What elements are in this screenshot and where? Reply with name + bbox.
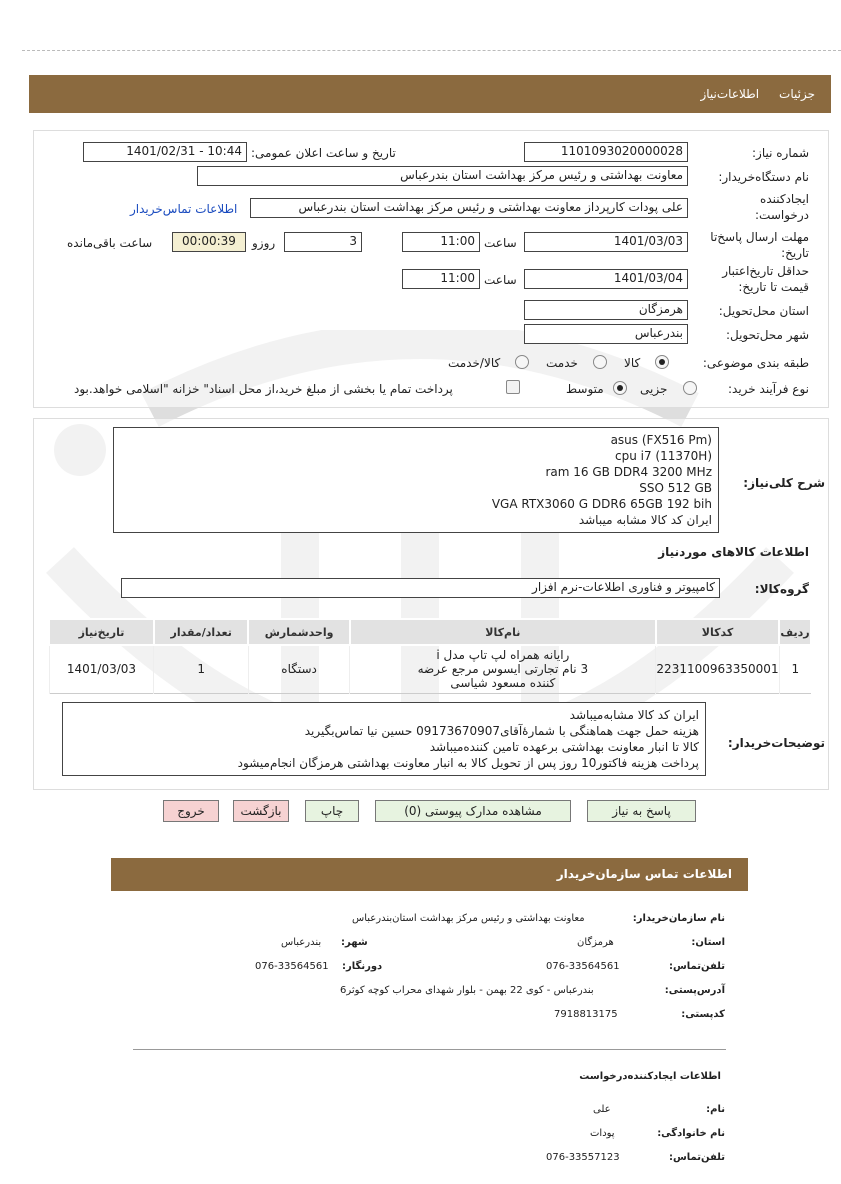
fax-label: دورنگار: [342,961,383,972]
contact-section-header: اطلاعات تماس سازمان‌خریدار [111,858,748,891]
treasury-payment-note: پرداخت تمام یا بخشی از مبلغ خرید،از محل اسناد" خزانه "اسلامی خواهد.بود [74,382,453,396]
cell-name-line: رایانه همراه لپ تاپ مدل i [436,648,570,663]
cell-name-line: کننده مسعود شیاسی [450,676,556,691]
view-attachments-button[interactable]: مشاهده مدارک پیوستی (0) [375,800,571,822]
notes-line: کالا تا انبار معاونت بهداشتی برعهده تامین کننده‌میباشد [429,740,699,754]
creator-label-1: ایجادکننده [760,192,809,206]
deadline-label-2: تاریخ: [781,246,809,260]
creator-phone-value: 076-33557123 [546,1152,620,1163]
deadline-label-1: مهلت ارسال پاسخ‌تا [710,230,809,244]
postal-code-label: کدپستی: [681,1009,725,1020]
phone-label: تلفن‌تماس: [668,961,725,972]
validity-date-field: 1401/03/04 [524,269,688,289]
buyer-field: معاونت بهداشتی و رئیس مرکز بهداشت استان بندرعباس [197,166,688,186]
phone-value: 076-33564561 [546,961,620,972]
page-header-bar [29,75,831,113]
province-field: هرمزگان [524,300,688,320]
notes-line: پرداخت هزینه فاکتور10 روز پس از تحویل کالا به انبار معاونت بهداشتی هرمزگان انجام‌میشود [237,756,699,770]
province-contact-value: هرمزگان [577,937,614,948]
address-value: بندرعباس - کوی 22 بهمن - بلوار شهدای محراب کوچه کوثر6 [340,985,594,996]
notes-line: ایران کد کالا مشابه‌میباشد [569,708,699,722]
col-date-header: تاریخ‌نیاز [49,619,154,645]
category-service-label: خدمت [546,356,578,370]
goods-table [48,618,812,694]
process-medium-label: متوسط [566,382,604,396]
deadline-date-field: 1401/03/03 [524,232,688,252]
process-partial-label: جزیی [640,382,668,396]
validity-label-1: حداقل تاریخ‌اعتبار [722,264,809,278]
need-number-label: شماره نیاز: [752,146,809,160]
notes-line: هزینه حمل جهت هماهنگی با شمارۀآقای09173670907 حسین نیا تماس‌بگیرید [304,724,699,738]
top-divider [22,50,841,51]
tab-details[interactable]: جزئیات [779,87,815,101]
announce-field: 1401/02/31 - 10:44 [83,142,247,162]
category-goods-radio[interactable] [655,355,669,369]
summary-line: asus (FX516 Pm) [610,433,712,447]
days-label: روزو [252,236,276,250]
announce-label: تاریخ و ساعت اعلان عمومی: [251,146,396,160]
deadline-time-field: 11:00 [402,232,480,252]
category-goods-service-label: کالا/خدمت [448,356,501,370]
creator-label-2: درخواست: [755,208,809,222]
col-unit-header: واحدشمارش [248,619,349,645]
summary-line: ram 16 GB DDR4 3200 MHz [545,465,712,479]
validity-time-label: ساعت [484,273,517,287]
fax-value: 076-33564561 [255,961,329,972]
summary-line: cpu i7 (11370H) [615,449,712,463]
cell-qty: 1 [154,645,249,693]
days-field: 3 [284,232,362,252]
col-name-header: نام‌کالا [350,619,656,645]
category-service-radio[interactable] [593,355,607,369]
buyer-notes-box [62,702,706,776]
cell-code: 2231100963350001 [656,645,779,693]
exit-button[interactable]: خروج [163,800,219,822]
org-label: نام سازمان‌خریدار: [632,913,725,924]
cell-index: 1 [779,645,811,693]
org-value: معاونت بهداشتی و رئیس مرکز بهداشت استان‌بندرعباس [352,913,585,924]
goods-heading: اطلاعات کالاهای موردنیاز [658,545,809,559]
city-contact-value: بندرعباس [281,937,322,948]
address-label: آدرس‌پستی: [664,985,725,996]
cell-unit: دستگاه [248,645,349,693]
goods-group-field: کامپیوتر و فناوری اطلاعات-نرم افزار [121,578,720,598]
col-index-header: ردیف [779,619,811,645]
buyer-contact-link[interactable]: اطلاعات تماس‌خریدار [130,202,238,216]
section-divider [133,1049,726,1050]
creator-field: علی پودات کارپرداز معاونت بهداشتی و رئیس مرکز بهداشت استان بندرعباس [250,198,688,218]
process-label: نوع فرآیند خرید: [728,382,809,396]
tab-need-info[interactable]: اطلاعات‌نیاز [700,87,760,101]
summary-line: SSO 512 GB [639,481,712,495]
creator-name-label: نام: [706,1104,725,1115]
summary-label: شرح کلی‌نیاز: [743,476,825,490]
category-goods-label: کالا [624,356,641,370]
validity-label-2: قیمت تا تاریخ: [738,280,809,294]
city-contact-label: شهر: [341,937,368,948]
creator-section-title: اطلاعات ایجاد‌کننده‌درخواست [579,1071,721,1082]
creator-family-value: پودات [590,1128,615,1139]
postal-code-value: 7918813175 [554,1009,618,1020]
city-label: شهر محل‌تحویل: [725,328,809,342]
province-label: استان محل‌تحویل: [718,304,809,318]
print-button[interactable]: چاپ [305,800,359,822]
table-row [49,645,811,693]
creator-phone-label: تلفن‌تماس: [668,1152,725,1163]
summary-line: ایران کد کالا مشابه میباشد [578,513,712,527]
category-label: طبقه بندی موضوعی: [702,356,809,370]
process-medium-radio[interactable] [613,381,627,395]
remaining-label: ساعت باقی‌مانده [67,236,153,250]
city-field: بندرعباس [524,324,688,344]
creator-name-value: علی [593,1104,611,1115]
summary-box [113,427,719,533]
col-qty-header: تعداد/مقدار [154,619,249,645]
buyer-label: نام دستگاه‌خریدار: [718,170,809,184]
reply-button[interactable]: پاسخ به نیاز [587,800,696,822]
need-number-field: 1101093020000028 [524,142,688,162]
validity-time-field: 11:00 [402,269,480,289]
creator-family-label: نام خانوادگی: [657,1128,725,1139]
treasury-payment-checkbox[interactable] [506,380,520,394]
cell-date: 1401/03/03 [49,645,154,693]
cell-name [350,645,656,693]
cell-name-line: 3 نام تجارتی ایسوس مرجع عرضه [417,662,589,677]
summary-line: VGA RTX3060 G DDR6 65GB 192 bih [491,497,712,511]
col-code-header: کدکالا [656,619,779,645]
buyer-notes-label: توضیحات‌خریدار: [727,736,825,750]
goods-group-label: گروه‌کالا: [754,582,809,596]
province-contact-label: استان: [691,937,725,948]
deadline-time-label: ساعت [484,236,517,250]
category-goods-service-radio[interactable] [515,355,529,369]
process-partial-radio[interactable] [683,381,697,395]
countdown-timer: 00:00:39 [172,232,246,252]
back-button[interactable]: بازگشت [233,800,289,822]
